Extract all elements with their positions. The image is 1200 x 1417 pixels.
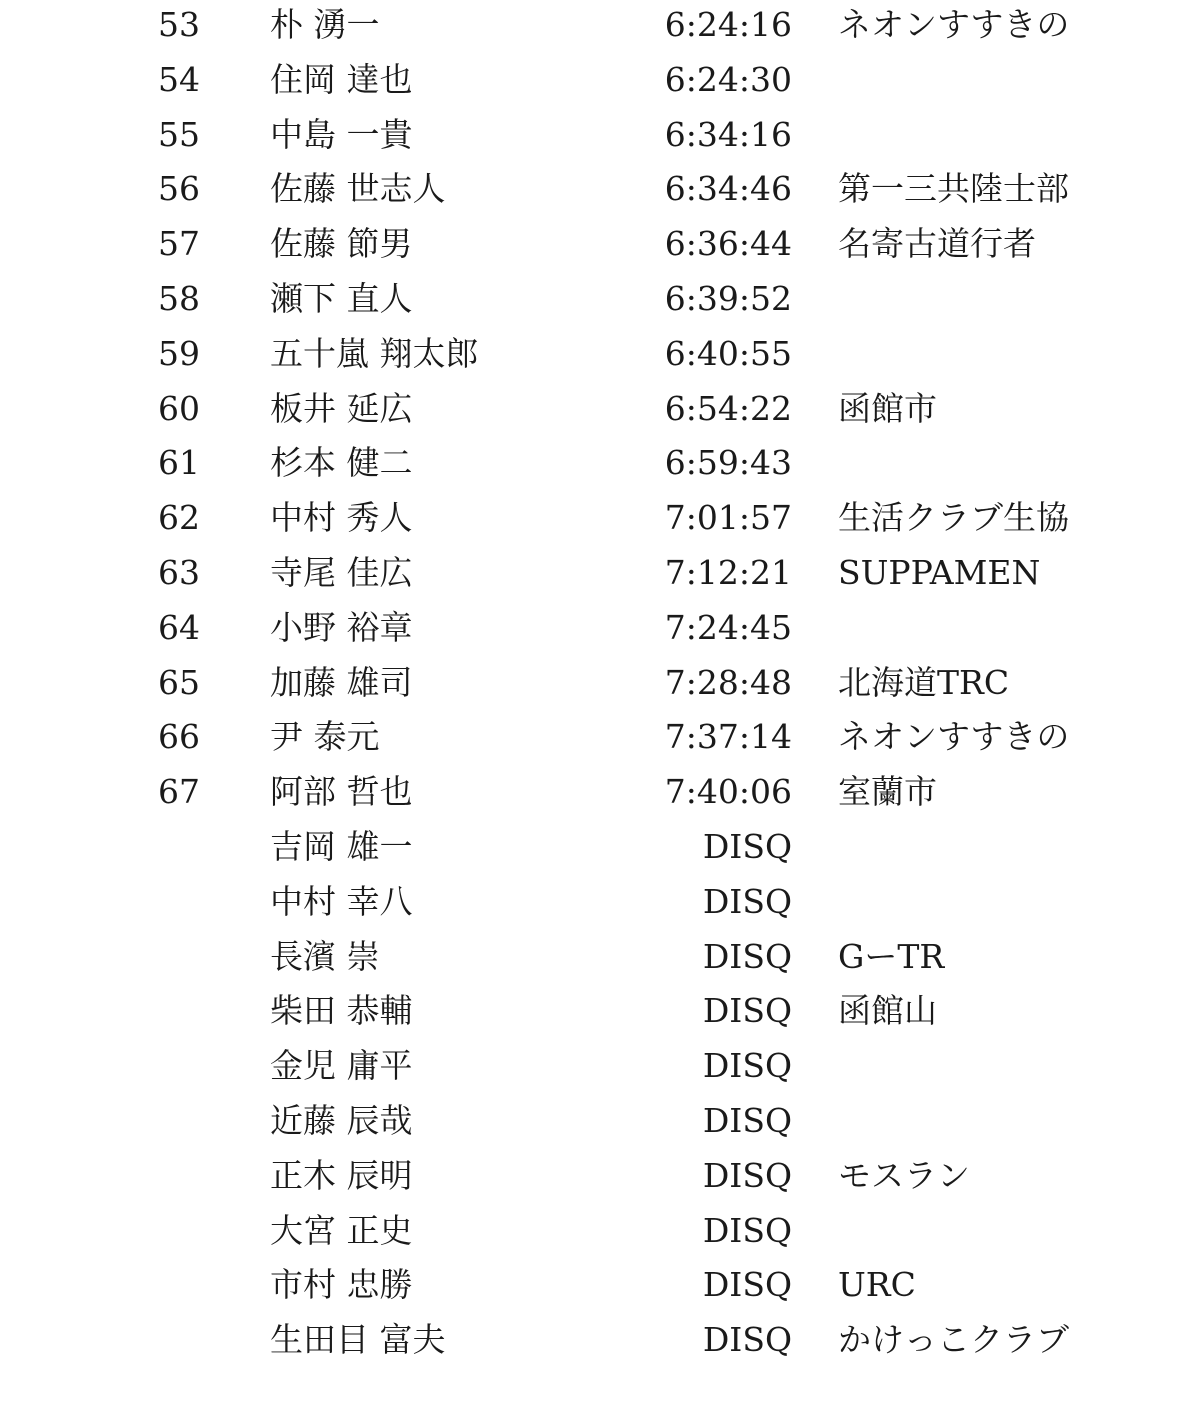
time-cell: 7:24:45 — [664, 607, 792, 647]
name-cell: 阿部 哲也 — [270, 772, 413, 812]
name-cell: 中村 幸八 — [270, 881, 413, 921]
name-cell: 長濱 崇 — [270, 936, 380, 976]
club-cell: ネオンすすきの — [838, 5, 1070, 44]
name-cell: 小野 裕章 — [270, 607, 413, 647]
club-cell: ネオンすすきの — [838, 717, 1070, 757]
rank-cell: 55 — [158, 114, 200, 154]
name-cell: 加藤 雄司 — [270, 662, 413, 702]
name-cell: 瀬下 直人 — [270, 278, 413, 318]
time-cell: 6:24:16 — [664, 5, 792, 44]
time-cell: DISQ — [702, 991, 792, 1031]
name-cell: 生田目 富夫 — [270, 1320, 446, 1360]
rank-cell: 54 — [158, 59, 200, 99]
club-cell: モスラン — [838, 1155, 970, 1195]
name-cell: 朴 湧一 — [270, 5, 380, 44]
name-cell: 近藤 辰哉 — [270, 1100, 413, 1140]
name-cell: 佐藤 世志人 — [270, 169, 446, 209]
club-cell: GーTR — [838, 936, 945, 976]
rank-cell: 63 — [158, 552, 200, 592]
club-cell: 室蘭市 — [838, 772, 937, 812]
name-cell: 金児 庸平 — [270, 1046, 413, 1086]
rank-cell: 57 — [158, 224, 200, 264]
time-cell: DISQ — [702, 1100, 792, 1140]
club-cell: かけっこクラブ — [838, 1320, 1069, 1360]
club-cell: 第一三共陸士部 — [838, 169, 1069, 209]
time-cell: DISQ — [702, 1155, 792, 1195]
rank-cell: 58 — [158, 278, 200, 318]
time-cell: DISQ — [702, 1320, 792, 1360]
rank-cell: 53 — [158, 5, 200, 44]
name-cell: 尹 泰元 — [270, 717, 380, 757]
club-cell: 函館市 — [838, 388, 937, 428]
rank-cell: 61 — [158, 443, 200, 483]
name-cell: 吉岡 雄一 — [270, 826, 413, 866]
club-cell: 函館山 — [838, 991, 937, 1031]
rank-cell: 65 — [158, 662, 200, 702]
rank-cell: 67 — [158, 772, 200, 812]
time-cell: 7:12:21 — [664, 552, 792, 592]
time-cell: DISQ — [702, 881, 792, 921]
name-cell: 五十嵐 翔太郎 — [270, 333, 479, 373]
time-cell: 6:34:16 — [664, 114, 792, 154]
rank-cell: 59 — [158, 333, 200, 373]
name-cell: 寺尾 佳広 — [270, 552, 413, 592]
name-cell: 杉本 健二 — [270, 443, 413, 483]
club-cell: 生活クラブ生協 — [838, 498, 1069, 538]
name-cell: 中村 秀人 — [270, 498, 413, 538]
name-cell: 住岡 達也 — [270, 59, 413, 99]
time-cell: 6:34:46 — [664, 169, 792, 209]
name-cell: 柴田 恭輔 — [270, 991, 413, 1031]
name-cell: 板井 延広 — [270, 388, 413, 428]
name-cell: 正木 辰明 — [270, 1155, 413, 1195]
rank-cell: 66 — [158, 717, 200, 757]
club-cell: SUPPAMEN — [838, 552, 1041, 592]
club-cell: 名寄古道行者 — [838, 224, 1036, 264]
time-cell: 7:28:48 — [664, 662, 792, 702]
rank-cell: 62 — [158, 498, 200, 538]
time-cell: 6:54:22 — [664, 388, 792, 428]
time-cell: DISQ — [702, 936, 792, 976]
rank-cell: 56 — [158, 169, 200, 209]
time-cell: 7:01:57 — [664, 498, 792, 538]
club-cell: 北海道TRC — [838, 662, 1010, 702]
name-cell: 大宮 正史 — [270, 1210, 413, 1250]
time-cell: DISQ — [702, 826, 792, 866]
name-cell: 市村 忠勝 — [270, 1265, 413, 1305]
rank-cell: 64 — [158, 607, 200, 647]
time-cell: 7:37:14 — [664, 717, 792, 757]
rank-cell: 60 — [158, 388, 200, 428]
time-cell: 6:36:44 — [664, 224, 792, 264]
time-cell: DISQ — [702, 1265, 792, 1305]
time-cell: 6:39:52 — [664, 278, 792, 318]
time-cell: DISQ — [702, 1210, 792, 1250]
club-cell: URC — [838, 1265, 916, 1305]
name-cell: 佐藤 節男 — [270, 224, 413, 264]
name-cell: 中島 一貴 — [270, 114, 413, 154]
time-cell: 6:24:30 — [664, 59, 792, 99]
time-cell: 6:59:43 — [664, 443, 792, 483]
table-row — [0, 1320, 1200, 1394]
time-cell: 6:40:55 — [664, 333, 792, 373]
time-cell: DISQ — [702, 1046, 792, 1086]
time-cell: 7:40:06 — [664, 772, 792, 812]
